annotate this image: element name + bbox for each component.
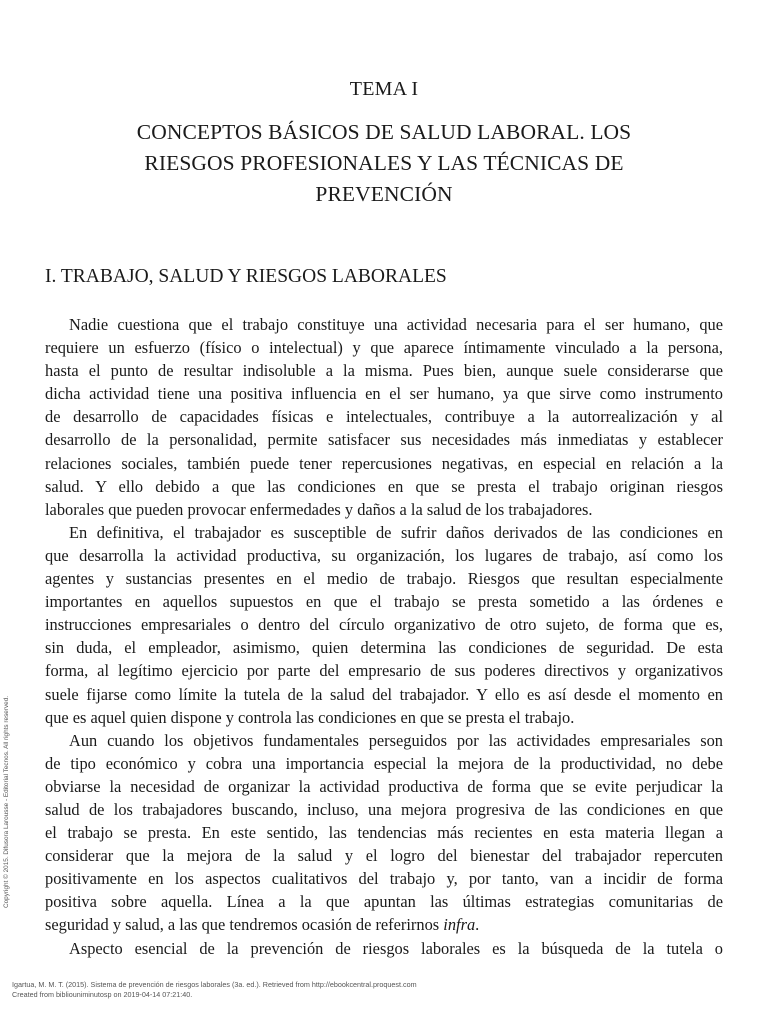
text-line: agentes y sustancias presentes en el medio de trabajo. Riesgos que resultan especialmente: [45, 569, 723, 589]
text-line: sin duda, el empleador, asimismo, quien determina las condiciones de seguridad. De esta: [45, 638, 723, 658]
text-line: salud. Y ello debido a que las condiciones en que se presta el trabajo originan riesgos: [45, 476, 723, 496]
section-heading: I. TRABAJO, SALUD Y RIESGOS LABORALES: [45, 266, 447, 287]
text-line: importantes en aquellos supuestos en que el trabajo se presta sometido a las órdenes e: [45, 592, 723, 612]
text-line: dicha actividad tiene una positiva influencia en el ser humano, ya que sirve como instrumento: [45, 384, 723, 404]
chapter-title-line: CONCEPTOS BÁSICOS DE SALUD LABORAL. LOS: [136, 120, 632, 144]
text-fragment: .: [475, 915, 480, 935]
text-line: suele fijarse como límite la tutela de la salud del trabajador. Y ello es así desde el momento en: [45, 684, 723, 704]
text-line: positiva sobre aquella. Línea a la que apuntan las últimas estrategias comunitarias de: [45, 892, 723, 912]
chapter-title-line: PREVENCIÓN: [315, 182, 453, 206]
text-line: considerar que la mejora de la salud y el logro del bienestar del trabajador repercuten: [45, 846, 723, 866]
text-line: hasta el punto de resultar indisoluble a la misma. Pues bien, aunque suele considerarse que: [45, 361, 723, 381]
body-text: [45, 313, 723, 960]
text-line: obviarse la necesidad de organizar la actividad productiva de forma que se evite perjudicar la: [45, 776, 723, 796]
text-fragment: seguridad y salud, a las que tendremos ocasión de referirnos: [45, 915, 444, 935]
text-line: forma, al legítimo ejercicio por parte del empresario de sus poderes directivos y organizativos: [45, 661, 723, 681]
chapter-title: [84, 117, 684, 210]
text-line: Aun cuando los objetivos fundamentales perseguidos por las actividades empresariales son: [69, 730, 723, 750]
chapter-number: TEMA I: [349, 78, 419, 100]
text-line: instrucciones empresariales o dentro del círculo organizativo de otro sujeto, de forma que es,: [45, 615, 723, 635]
text-line: En definitiva, el trabajador es susceptible de sufrir daños derivados de las condiciones en: [69, 522, 723, 542]
footer-citation: Igartua, M. M. T. (2015). Sistema de prevención de riesgos laborales (3a. ed.). Retrieved from http://ebookcentral.proquest.com: [12, 980, 417, 989]
text-line: desarrollo de la personalidad, permite satisfacer sus necesidades más inmediatas y establecer: [45, 430, 723, 450]
copyright-notice: Copyright © 2015. Difusora Larousse - Editorial Tecnos. All rights reserved.: [3, 695, 10, 908]
text-line: requiere un esfuerzo (físico o intelectual) y que aparece íntimamente vinculado a la persona,: [45, 338, 723, 358]
text-line: de tipo económico y cobra una importancia especial la mejora de la productividad, no debe: [45, 753, 723, 773]
text-line: que es aquel quien dispone y controla las condiciones en que se presta el trabajo.: [45, 707, 575, 727]
footer-created: Created from bibliouniminutosp on 2019-04-14 07:21:40.: [12, 990, 193, 999]
text-line: positivamente en los aspectos cualitativos del trabajo y, por tanto, van a incidir de forma: [45, 869, 723, 889]
text-line: Nadie cuestiona que el trabajo constituye una actividad necesaria para el ser humano, que: [69, 315, 723, 334]
text-line: laborales que pueden provocar enfermedades y daños a la salud de los trabajadores.: [45, 499, 593, 519]
italic-term: infra: [443, 915, 476, 935]
text-line: de desarrollo de capacidades físicas e intelectuales, contribuye a la autorrealización y al: [45, 407, 723, 427]
text-line: relaciones sociales, también puede tener repercusiones negativas, en especial en relación a la: [45, 453, 723, 473]
text-line: salud de los trabajadores buscando, incluso, una mejora progresiva de las condiciones en que: [45, 799, 723, 819]
text-line: [45, 913, 723, 936]
text-line: el trabajo se presta. En este sentido, las tendencias más recientes en esta materia llegan a: [45, 823, 723, 843]
text-line: que desarrolla la actividad productiva, su organización, los lugares de trabajo, así como los: [45, 545, 723, 565]
text-line: Aspecto esencial de la prevención de riesgos laborales es la búsqueda de la tutela o: [69, 938, 723, 958]
chapter-title-line: RIESGOS PROFESIONALES Y LAS TÉCNICAS DE: [144, 151, 624, 175]
page-footer: [12, 980, 417, 1000]
